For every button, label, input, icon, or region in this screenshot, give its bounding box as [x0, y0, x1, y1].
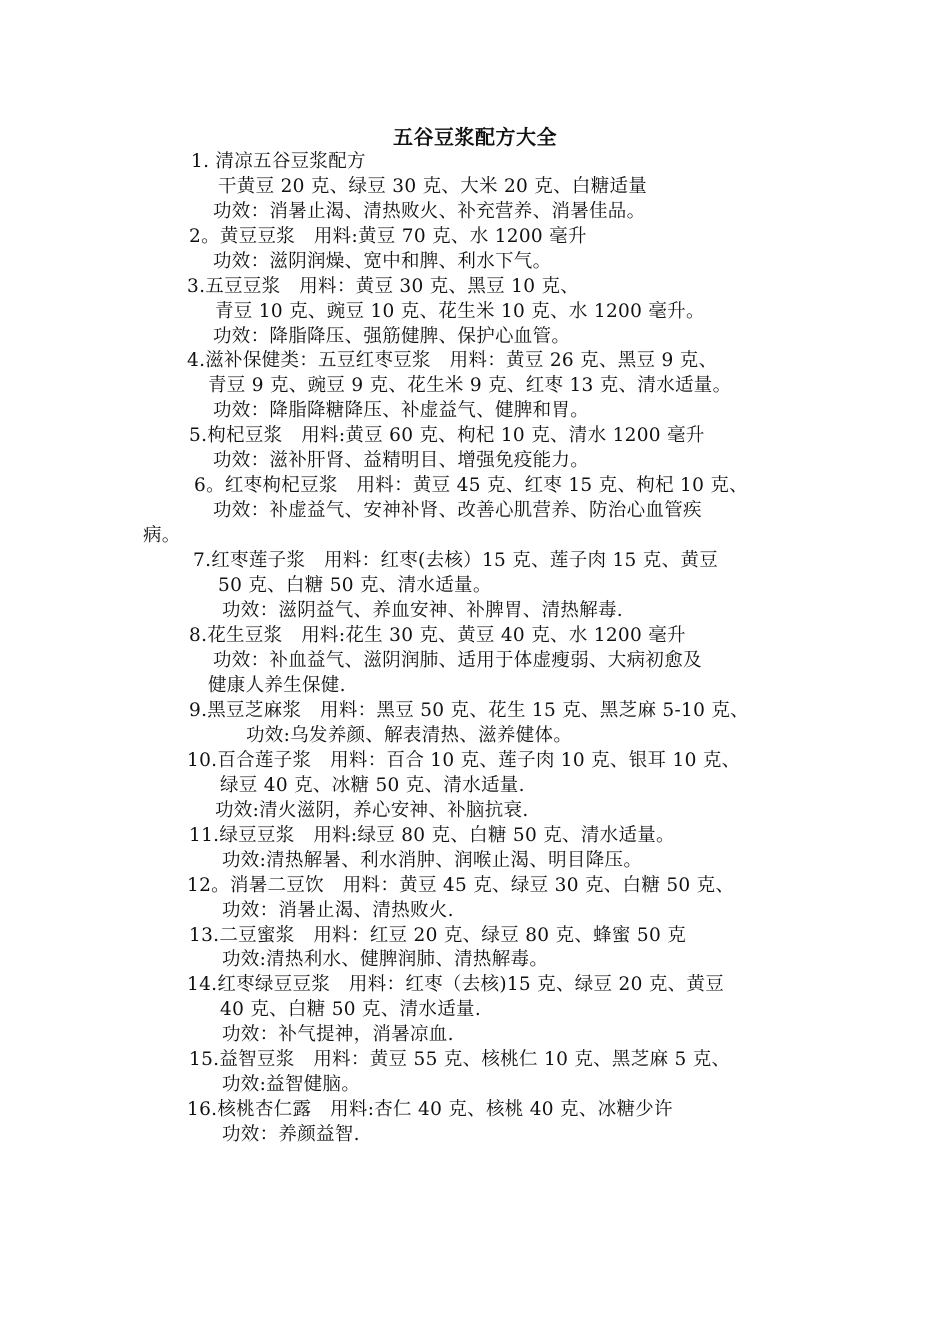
recipe-10-ingredients: 绿豆 40 克、冰糖 50 克、清水适量.: [220, 775, 525, 796]
recipe-11-heading: 11.绿豆豆浆 用料:绿豆 80 克、白糖 50 克、清水适量。: [189, 825, 675, 846]
recipe-11-effect: 功效:清热解暑、利水消肿、润喉止渴、明目降压。: [222, 850, 643, 871]
recipe-1-ingredients: 干黄豆 20 克、绿豆 30 克、大米 20 克、白糖适量: [218, 176, 648, 197]
recipe-6-heading: 6。红枣枸杞豆浆 用料：黄豆 45 克、红枣 15 克、枸杞 10 克、: [194, 475, 748, 496]
recipe-16-effect: 功效：养颜益智.: [222, 1124, 360, 1145]
recipe-4-heading: 4.滋补保健类：五豆红枣豆浆 用料：黄豆 26 克、黑豆 9 克、: [187, 350, 718, 371]
recipe-9-heading: 9.黑豆芝麻浆 用料：黑豆 50 克、花生 15 克、黑芝麻 5-10 克、: [189, 700, 749, 721]
recipe-15-heading: 15.益智豆浆 用料：黄豆 55 克、核桃仁 10 克、黑芝麻 5 克、: [189, 1049, 731, 1070]
recipe-14-effect: 功效：补气提神，消暑凉血.: [222, 1024, 454, 1045]
recipe-16-heading: 16.核桃杏仁露 用料:杏仁 40 克、核桃 40 克、冰糖少许: [187, 1099, 673, 1120]
recipe-3-heading: 3.五豆豆浆 用料：黄豆 30 克、黑豆 10 克、: [187, 276, 580, 297]
recipe-12-effect: 功效：消暑止渴、清热败火.: [222, 900, 454, 921]
recipe-2-effect: 功效：滋阴润燥、宽中和脾、利水下气。: [213, 251, 552, 272]
recipe-3-effect: 功效：降脂降压、强筋健脾、保护心血管。: [213, 326, 571, 347]
recipe-7-heading: 7.红枣莲子浆 用料：红枣(去核）15 克、莲子肉 15 克、黄豆: [193, 550, 718, 571]
recipe-4-effect: 功效：降脂降糖降压、补虚益气、健脾和胃。: [213, 400, 590, 421]
recipe-13-effect: 功效:清热利水、健脾润肺、清热解毒。: [222, 949, 549, 970]
recipe-2-heading: 2。黄豆豆浆 用料:黄豆 70 克、水 1200 毫升: [189, 226, 587, 247]
recipe-1-heading: 1. 清凉五谷豆浆配方: [191, 151, 366, 172]
recipe-10-effect: 功效:清火滋阴，养心安神、补脑抗衰.: [215, 800, 529, 821]
recipe-8-effect: 功效：补血益气、滋阴润肺、适用于体虚瘦弱、大病初愈及: [213, 650, 702, 671]
recipe-4-ingredients: 青豆 9 克、豌豆 9 克、花生米 9 克、红枣 13 克、清水适量。: [208, 375, 732, 396]
recipe-6-effect-cont: 病。: [143, 525, 181, 546]
recipe-14-heading: 14.红枣绿豆豆浆 用料：红枣（去核)15 克、绿豆 20 克、黄豆: [187, 974, 725, 995]
document-title: 五谷豆浆配方大全: [393, 125, 557, 149]
recipe-8-heading: 8.花生豆浆 用料:花生 30 克、黄豆 40 克、水 1200 毫升: [189, 625, 686, 646]
recipe-3-ingredients: 青豆 10 克、豌豆 10 克、花生米 10 克、水 1200 毫升。: [215, 301, 705, 322]
recipe-7-ingredients: 50 克、白糖 50 克、清水适量。: [218, 575, 492, 596]
recipe-13-heading: 13.二豆蜜浆 用料：红豆 20 克、绿豆 80 克、蜂蜜 50 克: [189, 925, 687, 946]
recipe-5-heading: 5.枸杞豆浆 用料:黄豆 60 克、枸杞 10 克、清水 1200 毫升: [189, 425, 705, 446]
recipe-15-effect: 功效:益智健脑。: [222, 1074, 361, 1095]
recipe-6-effect: 功效：补虚益气、安神补肾、改善心肌营养、防治心血管疾: [213, 500, 702, 521]
recipe-8-effect-cont: 健康人养生保健.: [208, 675, 346, 696]
recipe-10-heading: 10.百合莲子浆 用料：百合 10 克、莲子肉 10 克、银耳 10 克、: [187, 750, 741, 771]
recipe-14-ingredients: 40 克、白糖 50 克、清水适量.: [220, 999, 482, 1020]
recipe-5-effect: 功效：滋补肝肾、益精明目、增强免疫能力。: [213, 450, 590, 471]
recipe-1-effect: 功效：消暑止渴、清热败火、补充营养、消暑佳品。: [213, 201, 646, 222]
recipe-9-effect: 功效:乌发养颜、解表清热、滋养健体。: [246, 725, 573, 746]
recipe-7-effect: 功效：滋阴益气、养血安神、补脾胃、清热解毒.: [222, 600, 623, 621]
recipe-12-heading: 12。消暑二豆饮 用料：黄豆 45 克、绿豆 30 克、白糖 50 克、: [187, 875, 735, 896]
